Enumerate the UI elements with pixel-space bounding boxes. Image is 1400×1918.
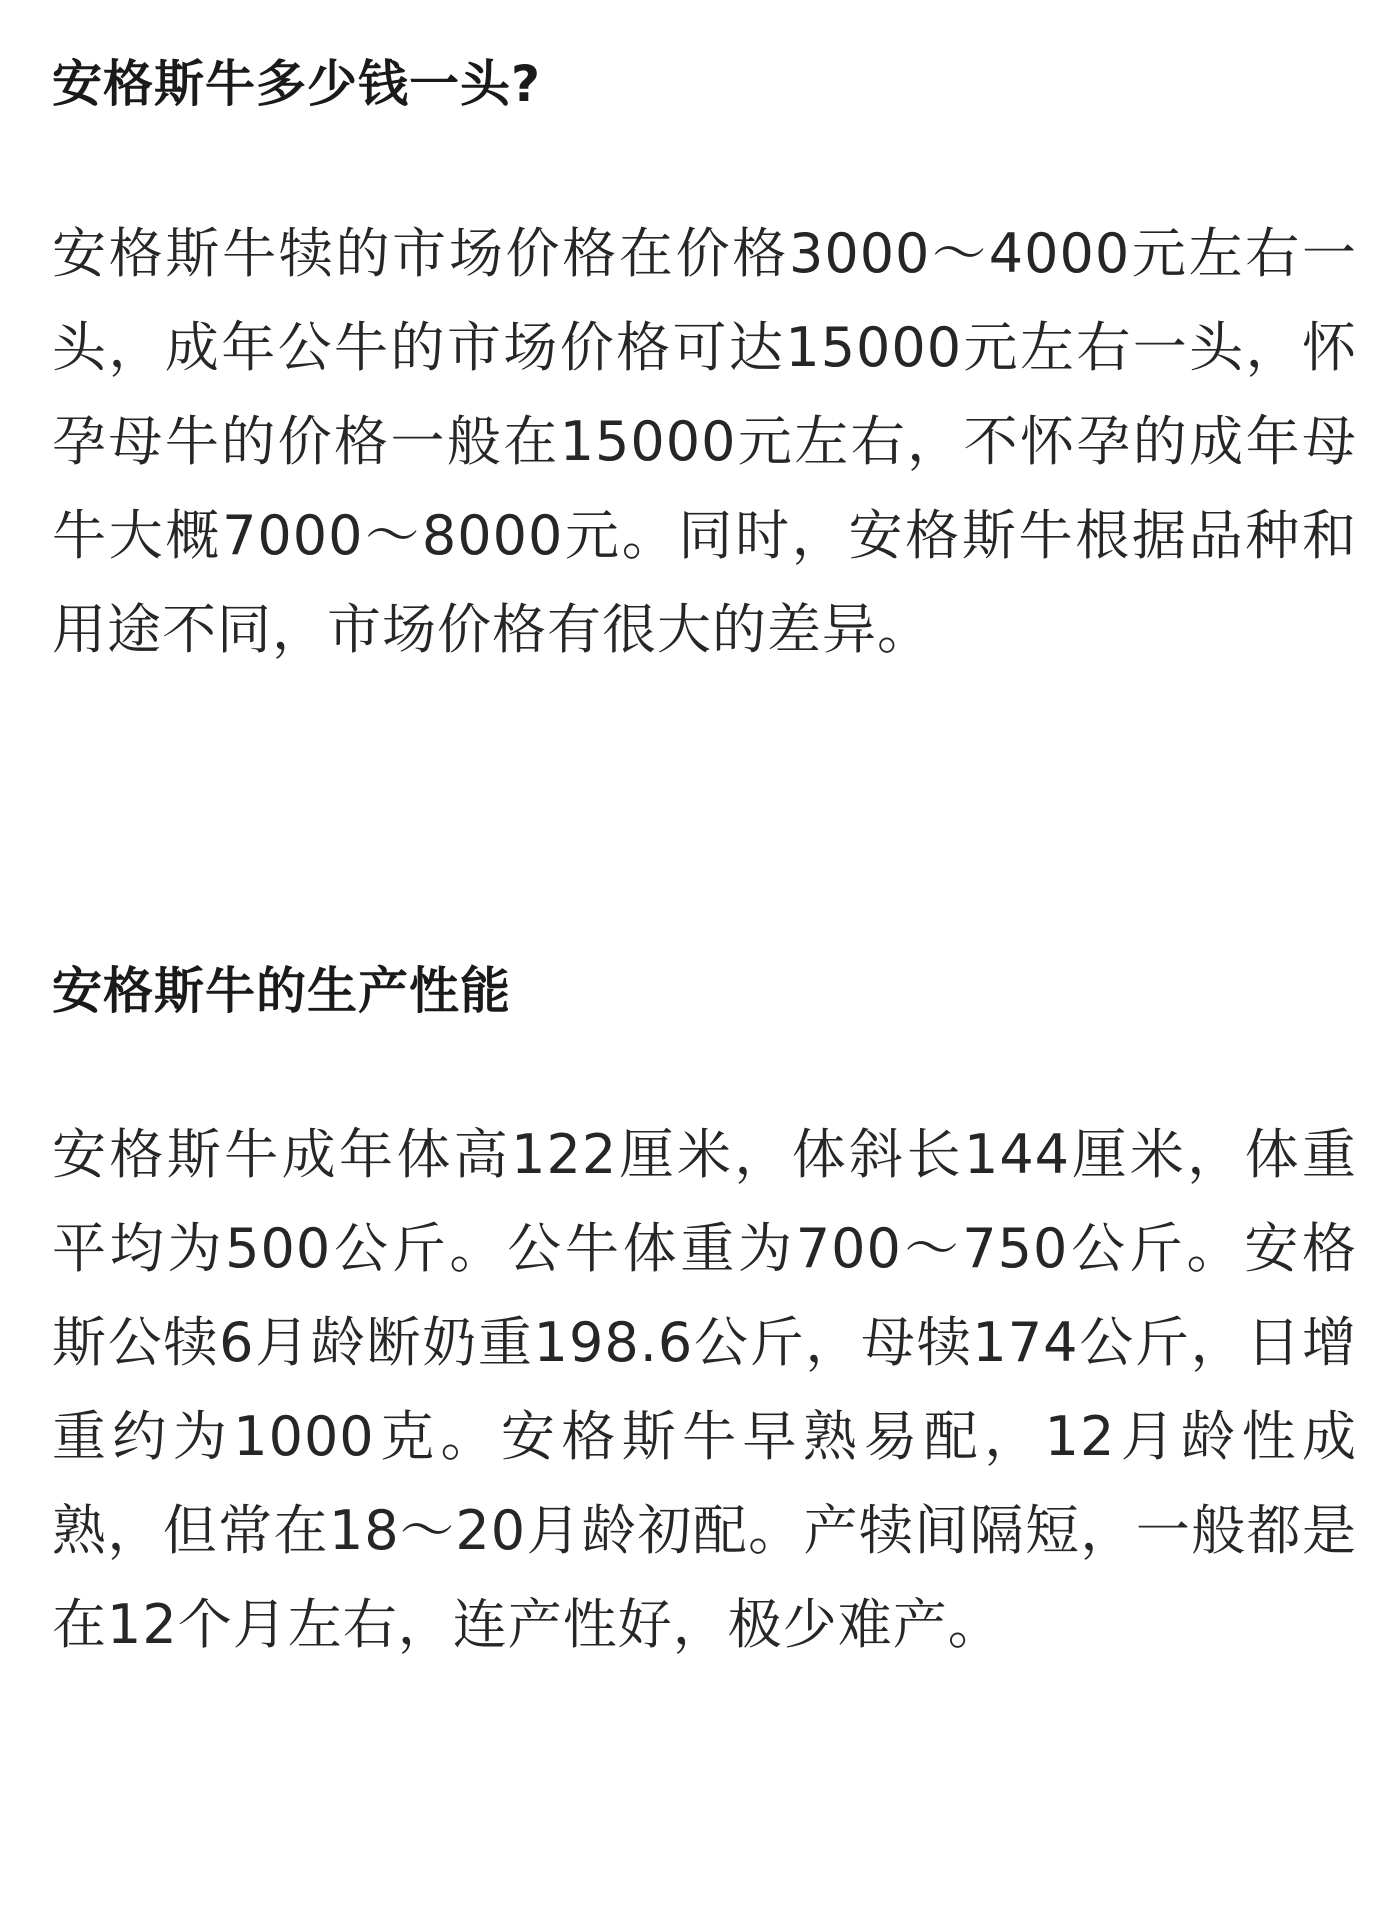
section-body-price: 安格斯牛犊的市场价格在价格3000～4000元左右一头，成年公牛的市场价格可达15000元左右一头，怀孕母牛的价格一般在15000元左右，不怀孕的成年母牛大概7000～8000元。同时，安格斯牛根据品种和用途不同，市场价格有很大的差异。 [52,222,1357,661]
section-title-price: 安格斯牛多少钱一头? [52,55,542,113]
section-body-performance: 安格斯牛成年体高122厘米，体斜长144厘米，体重平均为500公斤。公牛体重为700～750公斤。安格斯公犊6月龄断奶重198.6公斤，母犊174公斤，日增重约为1000克。安格斯牛早熟易配，12月龄性成熟，但常在18～20月龄初配。产犊间隔短，一般都是在12个月左右，连产性好，极少难产。 [52,1123,1357,1656]
section-title-performance: 安格斯牛的生产性能 [52,962,511,1020]
